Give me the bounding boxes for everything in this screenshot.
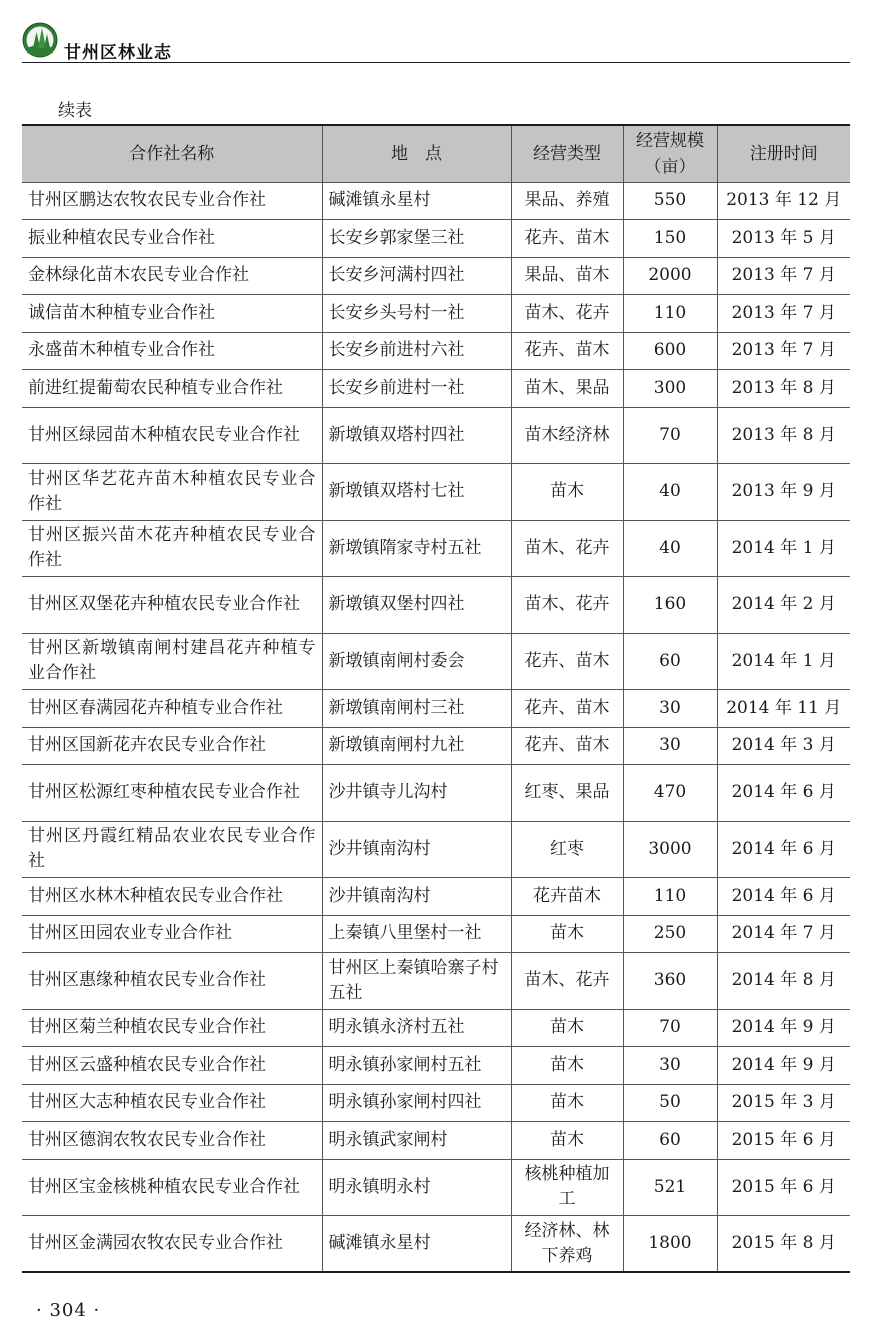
header-divider — [22, 62, 850, 63]
table-row — [22, 690, 850, 728]
registration-date-cell: 2014 年 2 月 — [717, 577, 850, 634]
location-cell: 沙井镇南沟村 — [322, 821, 511, 878]
scale-cell: 470 — [623, 765, 717, 822]
location-cell: 沙井镇南沟村 — [322, 878, 511, 916]
scale-cell: 50 — [623, 1084, 717, 1122]
registration-date-cell: 2015 年 3 月 — [717, 1084, 850, 1122]
business-type-cell: 苗木 — [511, 915, 623, 953]
cooperative-name-cell: 甘州区田园农业专业合作社 — [22, 915, 322, 953]
table-row — [22, 520, 850, 577]
scale-cell: 70 — [623, 1009, 717, 1047]
location-cell: 碱滩镇永星村 — [322, 182, 511, 220]
registration-date-cell: 2013 年 8 月 — [717, 370, 850, 408]
business-type-cell: 花卉、苗木 — [511, 727, 623, 765]
location-cell: 新墩镇双塔村四社 — [322, 407, 511, 464]
table-row — [22, 727, 850, 765]
business-type-cell: 苗木 — [511, 1122, 623, 1160]
table-row — [22, 1084, 850, 1122]
cooperative-name-cell: 甘州区国新花卉农民专业合作社 — [22, 727, 322, 765]
table-row — [22, 257, 850, 295]
scale-cell: 70 — [623, 407, 717, 464]
registration-date-cell: 2015 年 8 月 — [717, 1216, 850, 1273]
business-type-cell: 花卉、苗木 — [511, 220, 623, 258]
scale-cell: 160 — [623, 577, 717, 634]
cooperative-name-cell: 甘州区宝金核桃种植农民专业合作社 — [22, 1159, 322, 1216]
business-type-cell: 苗木、花卉 — [511, 520, 623, 577]
table-row — [22, 295, 850, 333]
cooperative-name-cell: 甘州区鹏达农牧农民专业合作社 — [22, 182, 322, 220]
page-number: · 304 · — [36, 1300, 101, 1321]
table-row — [22, 821, 850, 878]
column-header: 合作社名称 — [22, 125, 322, 182]
location-cell: 明永镇孙家闸村五社 — [322, 1047, 511, 1085]
location-cell: 新墩镇双塔村七社 — [322, 464, 511, 521]
location-cell: 甘州区上秦镇哈寨子村五社 — [322, 953, 511, 1010]
registration-date-cell: 2013 年 9 月 — [717, 464, 850, 521]
cooperative-name-cell: 甘州区新墩镇南闸村建昌花卉种植专业合作社 — [22, 633, 322, 690]
cooperative-name-cell: 甘州区春满园花卉种植专业合作社 — [22, 690, 322, 728]
registration-date-cell: 2014 年 9 月 — [717, 1047, 850, 1085]
cooperative-name-cell: 甘州区丹霞红精品农业农民专业合作社 — [22, 821, 322, 878]
table-row — [22, 332, 850, 370]
registration-date-cell: 2013 年 8 月 — [717, 407, 850, 464]
location-cell: 明永镇明永村 — [322, 1159, 511, 1216]
registration-date-cell: 2014 年 1 月 — [717, 520, 850, 577]
cooperative-name-cell: 甘州区振兴苗木花卉种植农民专业合作社 — [22, 520, 322, 577]
registration-date-cell: 2014 年 11 月 — [717, 690, 850, 728]
business-type-cell: 花卉、苗木 — [511, 690, 623, 728]
cooperative-name-cell: 振业种植农民专业合作社 — [22, 220, 322, 258]
business-type-cell: 苗木 — [511, 464, 623, 521]
column-header: 注册时间 — [717, 125, 850, 182]
business-type-cell: 苗木、果品 — [511, 370, 623, 408]
column-header: 经营规模（亩） — [623, 125, 717, 182]
cooperative-name-cell: 甘州区绿园苗木种植农民专业合作社 — [22, 407, 322, 464]
business-type-cell: 苗木 — [511, 1009, 623, 1047]
location-cell: 明永镇永济村五社 — [322, 1009, 511, 1047]
cooperative-table — [22, 124, 850, 1273]
scale-cell: 600 — [623, 332, 717, 370]
cooperative-name-cell: 甘州区云盛种植农民专业合作社 — [22, 1047, 322, 1085]
business-type-cell: 苗木、花卉 — [511, 953, 623, 1010]
scale-cell: 3000 — [623, 821, 717, 878]
column-header: 地 点 — [322, 125, 511, 182]
scale-cell: 521 — [623, 1159, 717, 1216]
cooperative-name-cell: 金林绿化苗木农民专业合作社 — [22, 257, 322, 295]
business-type-cell: 花卉、苗木 — [511, 633, 623, 690]
scale-cell: 40 — [623, 464, 717, 521]
table-row — [22, 407, 850, 464]
location-cell: 新墩镇南闸村委会 — [322, 633, 511, 690]
business-type-cell: 苗木经济林 — [511, 407, 623, 464]
cooperative-name-cell: 前进红提葡萄农民种植专业合作社 — [22, 370, 322, 408]
business-type-cell: 红枣 — [511, 821, 623, 878]
table-row — [22, 953, 850, 1010]
table-row — [22, 1047, 850, 1085]
table-row — [22, 1159, 850, 1216]
forest-logo-icon — [22, 22, 58, 58]
business-type-cell: 苗木 — [511, 1047, 623, 1085]
scale-cell: 60 — [623, 1122, 717, 1160]
registration-date-cell: 2014 年 6 月 — [717, 765, 850, 822]
location-cell: 沙井镇寺儿沟村 — [322, 765, 511, 822]
book-title: 甘州区林业志 — [64, 43, 172, 63]
scale-cell: 300 — [623, 370, 717, 408]
registration-date-cell: 2014 年 7 月 — [717, 915, 850, 953]
cooperative-name-cell: 甘州区金满园农牧农民专业合作社 — [22, 1216, 322, 1273]
business-type-cell: 果品、养殖 — [511, 182, 623, 220]
cooperative-name-cell: 诚信苗木种植专业合作社 — [22, 295, 322, 333]
registration-date-cell: 2015 年 6 月 — [717, 1159, 850, 1216]
cooperative-name-cell: 甘州区惠缘种植农民专业合作社 — [22, 953, 322, 1010]
scale-cell: 150 — [623, 220, 717, 258]
business-type-cell: 果品、苗木 — [511, 257, 623, 295]
table-row — [22, 182, 850, 220]
location-cell: 长安乡前进村一社 — [322, 370, 511, 408]
scale-cell: 360 — [623, 953, 717, 1010]
business-type-cell: 苗木 — [511, 1084, 623, 1122]
table-row — [22, 577, 850, 634]
location-cell: 长安乡郭家堡三社 — [322, 220, 511, 258]
location-cell: 上秦镇八里堡村一社 — [322, 915, 511, 953]
scale-cell: 2000 — [623, 257, 717, 295]
registration-date-cell: 2013 年 7 月 — [717, 332, 850, 370]
table-row — [22, 878, 850, 916]
business-type-cell: 红枣、果品 — [511, 765, 623, 822]
location-cell: 长安乡头号村一社 — [322, 295, 511, 333]
business-type-cell: 苗木、花卉 — [511, 295, 623, 333]
cooperative-name-cell: 甘州区菊兰种植农民专业合作社 — [22, 1009, 322, 1047]
scale-cell: 40 — [623, 520, 717, 577]
business-type-cell: 花卉、苗木 — [511, 332, 623, 370]
business-type-cell: 花卉苗木 — [511, 878, 623, 916]
table-row — [22, 765, 850, 822]
registration-date-cell: 2015 年 6 月 — [717, 1122, 850, 1160]
location-cell: 长安乡河满村四社 — [322, 257, 511, 295]
location-cell: 新墩镇双堡村四社 — [322, 577, 511, 634]
business-type-cell: 苗木、花卉 — [511, 577, 623, 634]
table-row — [22, 1216, 850, 1273]
cooperative-name-cell: 甘州区松源红枣种植农民专业合作社 — [22, 765, 322, 822]
scale-cell: 250 — [623, 915, 717, 953]
registration-date-cell: 2014 年 6 月 — [717, 878, 850, 916]
cooperative-name-cell: 永盛苗木种植专业合作社 — [22, 332, 322, 370]
location-cell: 碱滩镇永星村 — [322, 1216, 511, 1273]
table-row — [22, 220, 850, 258]
business-type-cell: 核桃种植加工 — [511, 1159, 623, 1216]
column-header: 经营类型 — [511, 125, 623, 182]
table-row — [22, 633, 850, 690]
table-row — [22, 464, 850, 521]
location-cell: 新墩镇南闸村九社 — [322, 727, 511, 765]
scale-cell: 1800 — [623, 1216, 717, 1273]
table-row — [22, 1009, 850, 1047]
table-row — [22, 370, 850, 408]
table-row — [22, 915, 850, 953]
location-cell: 长安乡前进村六社 — [322, 332, 511, 370]
registration-date-cell: 2013 年 5 月 — [717, 220, 850, 258]
table-header-row — [22, 125, 850, 182]
table-caption: 续表 — [58, 101, 92, 121]
cooperative-name-cell: 甘州区水林木种植农民专业合作社 — [22, 878, 322, 916]
location-cell: 新墩镇隋家寺村五社 — [322, 520, 511, 577]
registration-date-cell: 2013 年 12 月 — [717, 182, 850, 220]
location-cell: 明永镇孙家闸村四社 — [322, 1084, 511, 1122]
table-row — [22, 1122, 850, 1160]
location-cell: 新墩镇南闸村三社 — [322, 690, 511, 728]
registration-date-cell: 2014 年 6 月 — [717, 821, 850, 878]
business-type-cell: 经济林、林下养鸡 — [511, 1216, 623, 1273]
scale-cell: 30 — [623, 690, 717, 728]
registration-date-cell: 2013 年 7 月 — [717, 295, 850, 333]
scale-cell: 110 — [623, 878, 717, 916]
scale-cell: 110 — [623, 295, 717, 333]
registration-date-cell: 2014 年 9 月 — [717, 1009, 850, 1047]
cooperative-name-cell: 甘州区华艺花卉苗木种植农民专业合作社 — [22, 464, 322, 521]
scale-cell: 550 — [623, 182, 717, 220]
registration-date-cell: 2014 年 8 月 — [717, 953, 850, 1010]
scale-cell: 30 — [623, 1047, 717, 1085]
cooperative-name-cell: 甘州区德润农牧农民专业合作社 — [22, 1122, 322, 1160]
page-header — [22, 22, 850, 62]
cooperative-name-cell: 甘州区大志种植农民专业合作社 — [22, 1084, 322, 1122]
location-cell: 明永镇武家闸村 — [322, 1122, 511, 1160]
registration-date-cell: 2014 年 1 月 — [717, 633, 850, 690]
cooperative-name-cell: 甘州区双堡花卉种植农民专业合作社 — [22, 577, 322, 634]
scale-cell: 60 — [623, 633, 717, 690]
scale-cell: 30 — [623, 727, 717, 765]
registration-date-cell: 2014 年 3 月 — [717, 727, 850, 765]
registration-date-cell: 2013 年 7 月 — [717, 257, 850, 295]
